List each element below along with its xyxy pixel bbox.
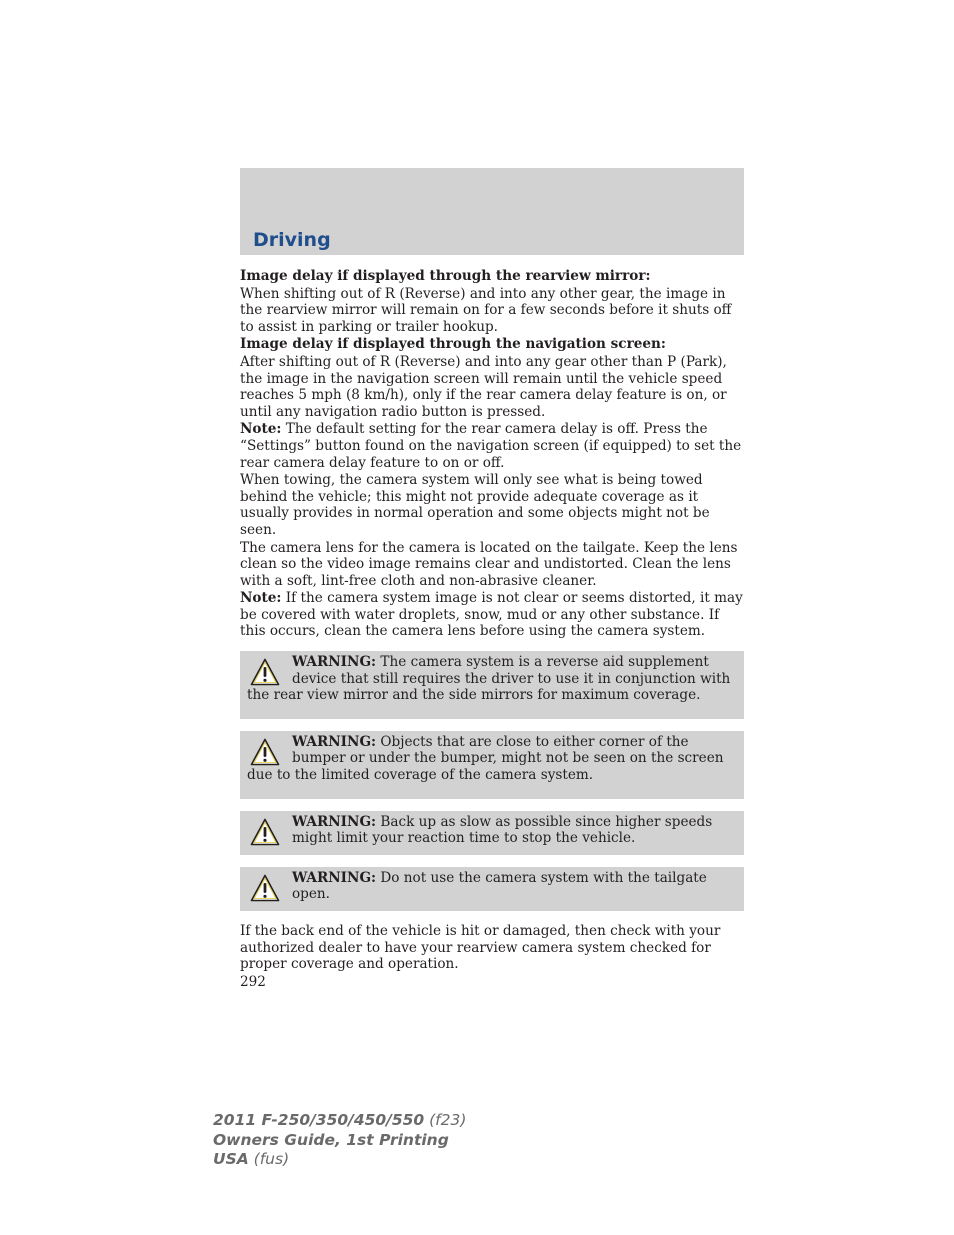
section-header [240, 168, 744, 255]
warning-triangle-icon [250, 874, 280, 902]
note-label: Note: [240, 590, 282, 607]
warning-triangle-icon [250, 738, 280, 766]
note-label: Note: [240, 421, 282, 438]
footer-model-line [213, 1111, 466, 1131]
footer-market-line [213, 1150, 466, 1170]
note-text: If the camera system image is not clear or seems distorted, it may be covered with water droplets, snow, mud or any other substance. If this occurs, clean the camera lens before using the camera system. [240, 590, 743, 640]
warning-triangle-icon [250, 658, 280, 686]
warning-box [240, 867, 744, 911]
heading-rearview-mirror: Image delay if displayed through the rearview mirror: [240, 268, 651, 284]
warning-text: The camera system is a reverse aid supplement device that still requires the driver to use it in conjunction with the rear view mirror and the side mirrors for maximum coverage. [247, 654, 731, 704]
warning-label: WARNING: [292, 813, 377, 830]
paragraph-camera-lens: The camera lens for the camera is located on the tailgate. Keep the lens clean so the video image remains clear and undistorted. Clean the lens with a soft, lint-free cloth and non-abrasive cleaner. [240, 539, 738, 589]
paragraph-damage: If the back end of the vehicle is hit or damaged, then check with your authorized dealer to have your rearview camera system checked for proper coverage and operation. [240, 923, 721, 973]
warning-box [240, 651, 744, 719]
warning-label: WARNING: [292, 654, 377, 671]
note-camera-delay [240, 421, 744, 471]
document-footer [213, 1111, 466, 1170]
warning-box [240, 731, 744, 799]
page-content [240, 268, 744, 991]
warning-text: Objects that are close to either corner of the bumper or under the bumper, might not be seen on the screen due to the limited coverage of the camera system. [247, 733, 724, 784]
warning-triangle-icon [250, 818, 280, 846]
heading-navigation-screen: Image delay if displayed through the navigation screen: [240, 336, 666, 353]
section-title: Driving [253, 229, 331, 251]
footer-model-code: (f23) [424, 1111, 467, 1129]
footer-guide-line [213, 1131, 466, 1151]
note-text: The default setting for the rear camera delay is off. Press the “Settings” button found on the navigation screen (if equipped) to set the rear camera delay feature to on or off. [240, 421, 742, 471]
paragraph-rearview-mirror: When shifting out of R (Reverse) and into any other gear, the image in the rearview mirror will remain on for a few seconds before it shuts off to assist in parking or trailer hookup. [240, 285, 732, 335]
footer-model: 2011 F-250/350/450/550 [213, 1111, 425, 1129]
warning-label: WARNING: [292, 733, 377, 750]
footer-market-code: (fus) [248, 1150, 290, 1168]
warning-text: Back up as slow as possible since higher speeds might limit your reaction time to stop the vehicle. [292, 813, 713, 847]
footer-guide: Owners Guide, 1st Printing [213, 1130, 449, 1149]
warning-label: WARNING: [292, 869, 377, 886]
note-camera-image [240, 590, 744, 640]
warning-box [240, 811, 744, 855]
page-number: 292 [240, 973, 266, 990]
warning-text: Do not use the camera system with the tailgate open. [292, 869, 707, 903]
footer-market: USA [213, 1150, 249, 1168]
paragraph-towing: When towing, the camera system will only see what is being towed behind the vehicle; this might not provide adequate coverage as it usually provides in normal operation and some objects might not be seen. [240, 472, 710, 538]
paragraph-navigation-screen: After shifting out of R (Reverse) and into any gear other than P (Park), the image in the navigation screen will remain until the vehicle speed reaches 5 mph (8 km/h), only if the rear camera delay feature is on, or until any navigation radio button is pressed. [240, 353, 727, 420]
